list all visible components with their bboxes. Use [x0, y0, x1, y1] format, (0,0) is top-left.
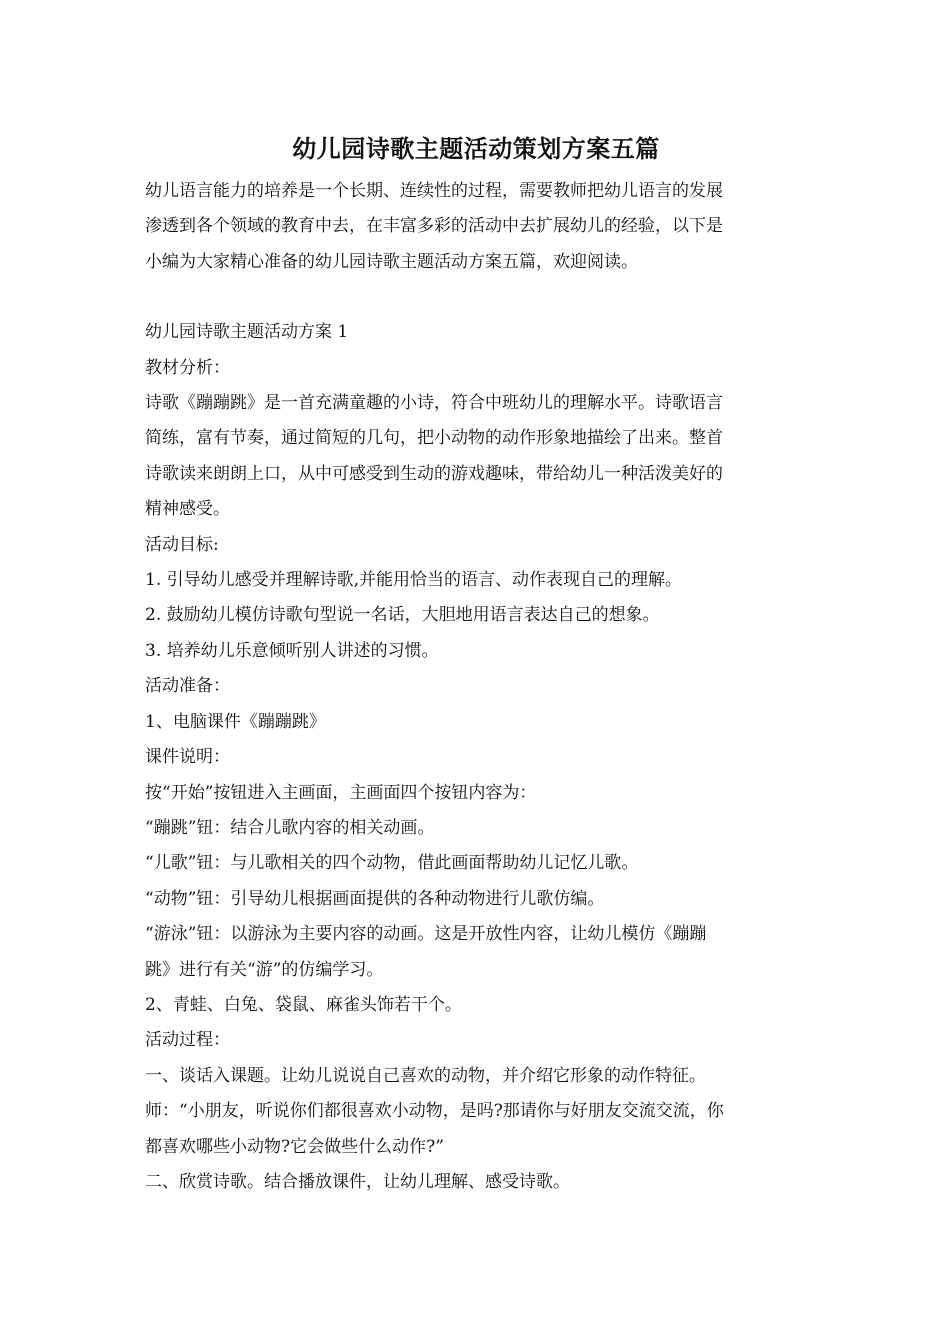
body-line: 师：“小朋友，听说你们都很喜欢小动物，是吗?那请你与好朋友交流交流，你	[145, 1101, 724, 1122]
goal-item: 2. 鼓励幼儿模仿诗歌句型说一名话，大胆地用语言表达自己的想象。	[145, 605, 660, 626]
section-heading: 幼儿园诗歌主题活动方案 1	[145, 322, 349, 343]
process-step: 一、谈话入课题。让幼儿说说自己喜欢的动物，并介绍它形象的动作特征。	[145, 1065, 706, 1086]
goal-item: 3. 培养幼儿乐意倾听别人讲述的习惯。	[145, 640, 439, 661]
body-line: 诗歌《蹦蹦跳》是一首充满童趣的小诗，符合中班幼儿的理解水平。诗歌语言	[145, 393, 723, 414]
body-line: 按“开始”按钮进入主画面，主画面四个按钮内容为：	[145, 782, 537, 803]
body-line: “蹦跳”钮：结合儿歌内容的相关动画。	[145, 817, 435, 838]
subheading-material-analysis: 教材分析：	[145, 357, 230, 378]
process-step: 二、欣赏诗歌。结合播放课件，让幼儿理解、感受诗歌。	[145, 1171, 570, 1192]
preparation-item: 2、青蛙、白兔、袋鼠、麻雀头饰若干个。	[145, 994, 462, 1015]
intro-line: 幼儿语言能力的培养是一个长期、连续性的过程，需要教师把幼儿语言的发展	[145, 181, 723, 201]
subheading-activity-preparation: 活动准备：	[145, 676, 230, 697]
body-line: 跳》进行有关“游”的仿编学习。	[145, 959, 384, 980]
body-line: “游泳”钮：以游泳为主要内容的动画。这是开放性内容，让幼儿模仿《蹦蹦	[145, 924, 707, 945]
document-title: 幼儿园诗歌主题活动策划方案五篇	[292, 134, 660, 163]
body-text	[145, 315, 807, 1200]
preparation-item: 1、电脑课件《蹦蹦跳》	[145, 711, 326, 732]
goal-item: 1. 引导幼儿感受并理解诗歌,并能用恰当的语言、动作表现自己的理解。	[145, 570, 683, 591]
body-line: 诗歌读来朗朗上口，从中可感受到生动的游戏趣味，带给幼儿一种活泼美好的	[145, 463, 723, 484]
document-page	[145, 120, 807, 1200]
body-line: “动物”钮：引导幼儿根据画面提供的各种动物进行儿歌仿编。	[145, 888, 605, 909]
body-line: 精神感受。	[145, 499, 230, 520]
intro-line: 渗透到各个领域的教育中去，在丰富多彩的活动中去扩展幼儿的经验，以下是	[145, 216, 723, 237]
body-line: 都喜欢哪些小动物?它会做些什么动作?”	[145, 1136, 444, 1157]
body-line: 简练，富有节奏，通过简短的几句，把小动物的动作形象地描绘了出来。整首	[145, 428, 723, 449]
intro-paragraph	[145, 174, 807, 280]
subheading-activity-process: 活动过程：	[145, 1030, 230, 1051]
subheading-courseware-notes: 课件说明：	[145, 747, 230, 768]
body-line: “儿歌”钮：与儿歌相关的四个动物，借此画面帮助幼儿记忆儿歌。	[145, 853, 639, 874]
subheading-activity-goals: 活动目标:	[145, 534, 219, 555]
intro-line: 小编为大家精心准备的幼儿园诗歌主题活动方案五篇，欢迎阅读。	[145, 251, 638, 272]
